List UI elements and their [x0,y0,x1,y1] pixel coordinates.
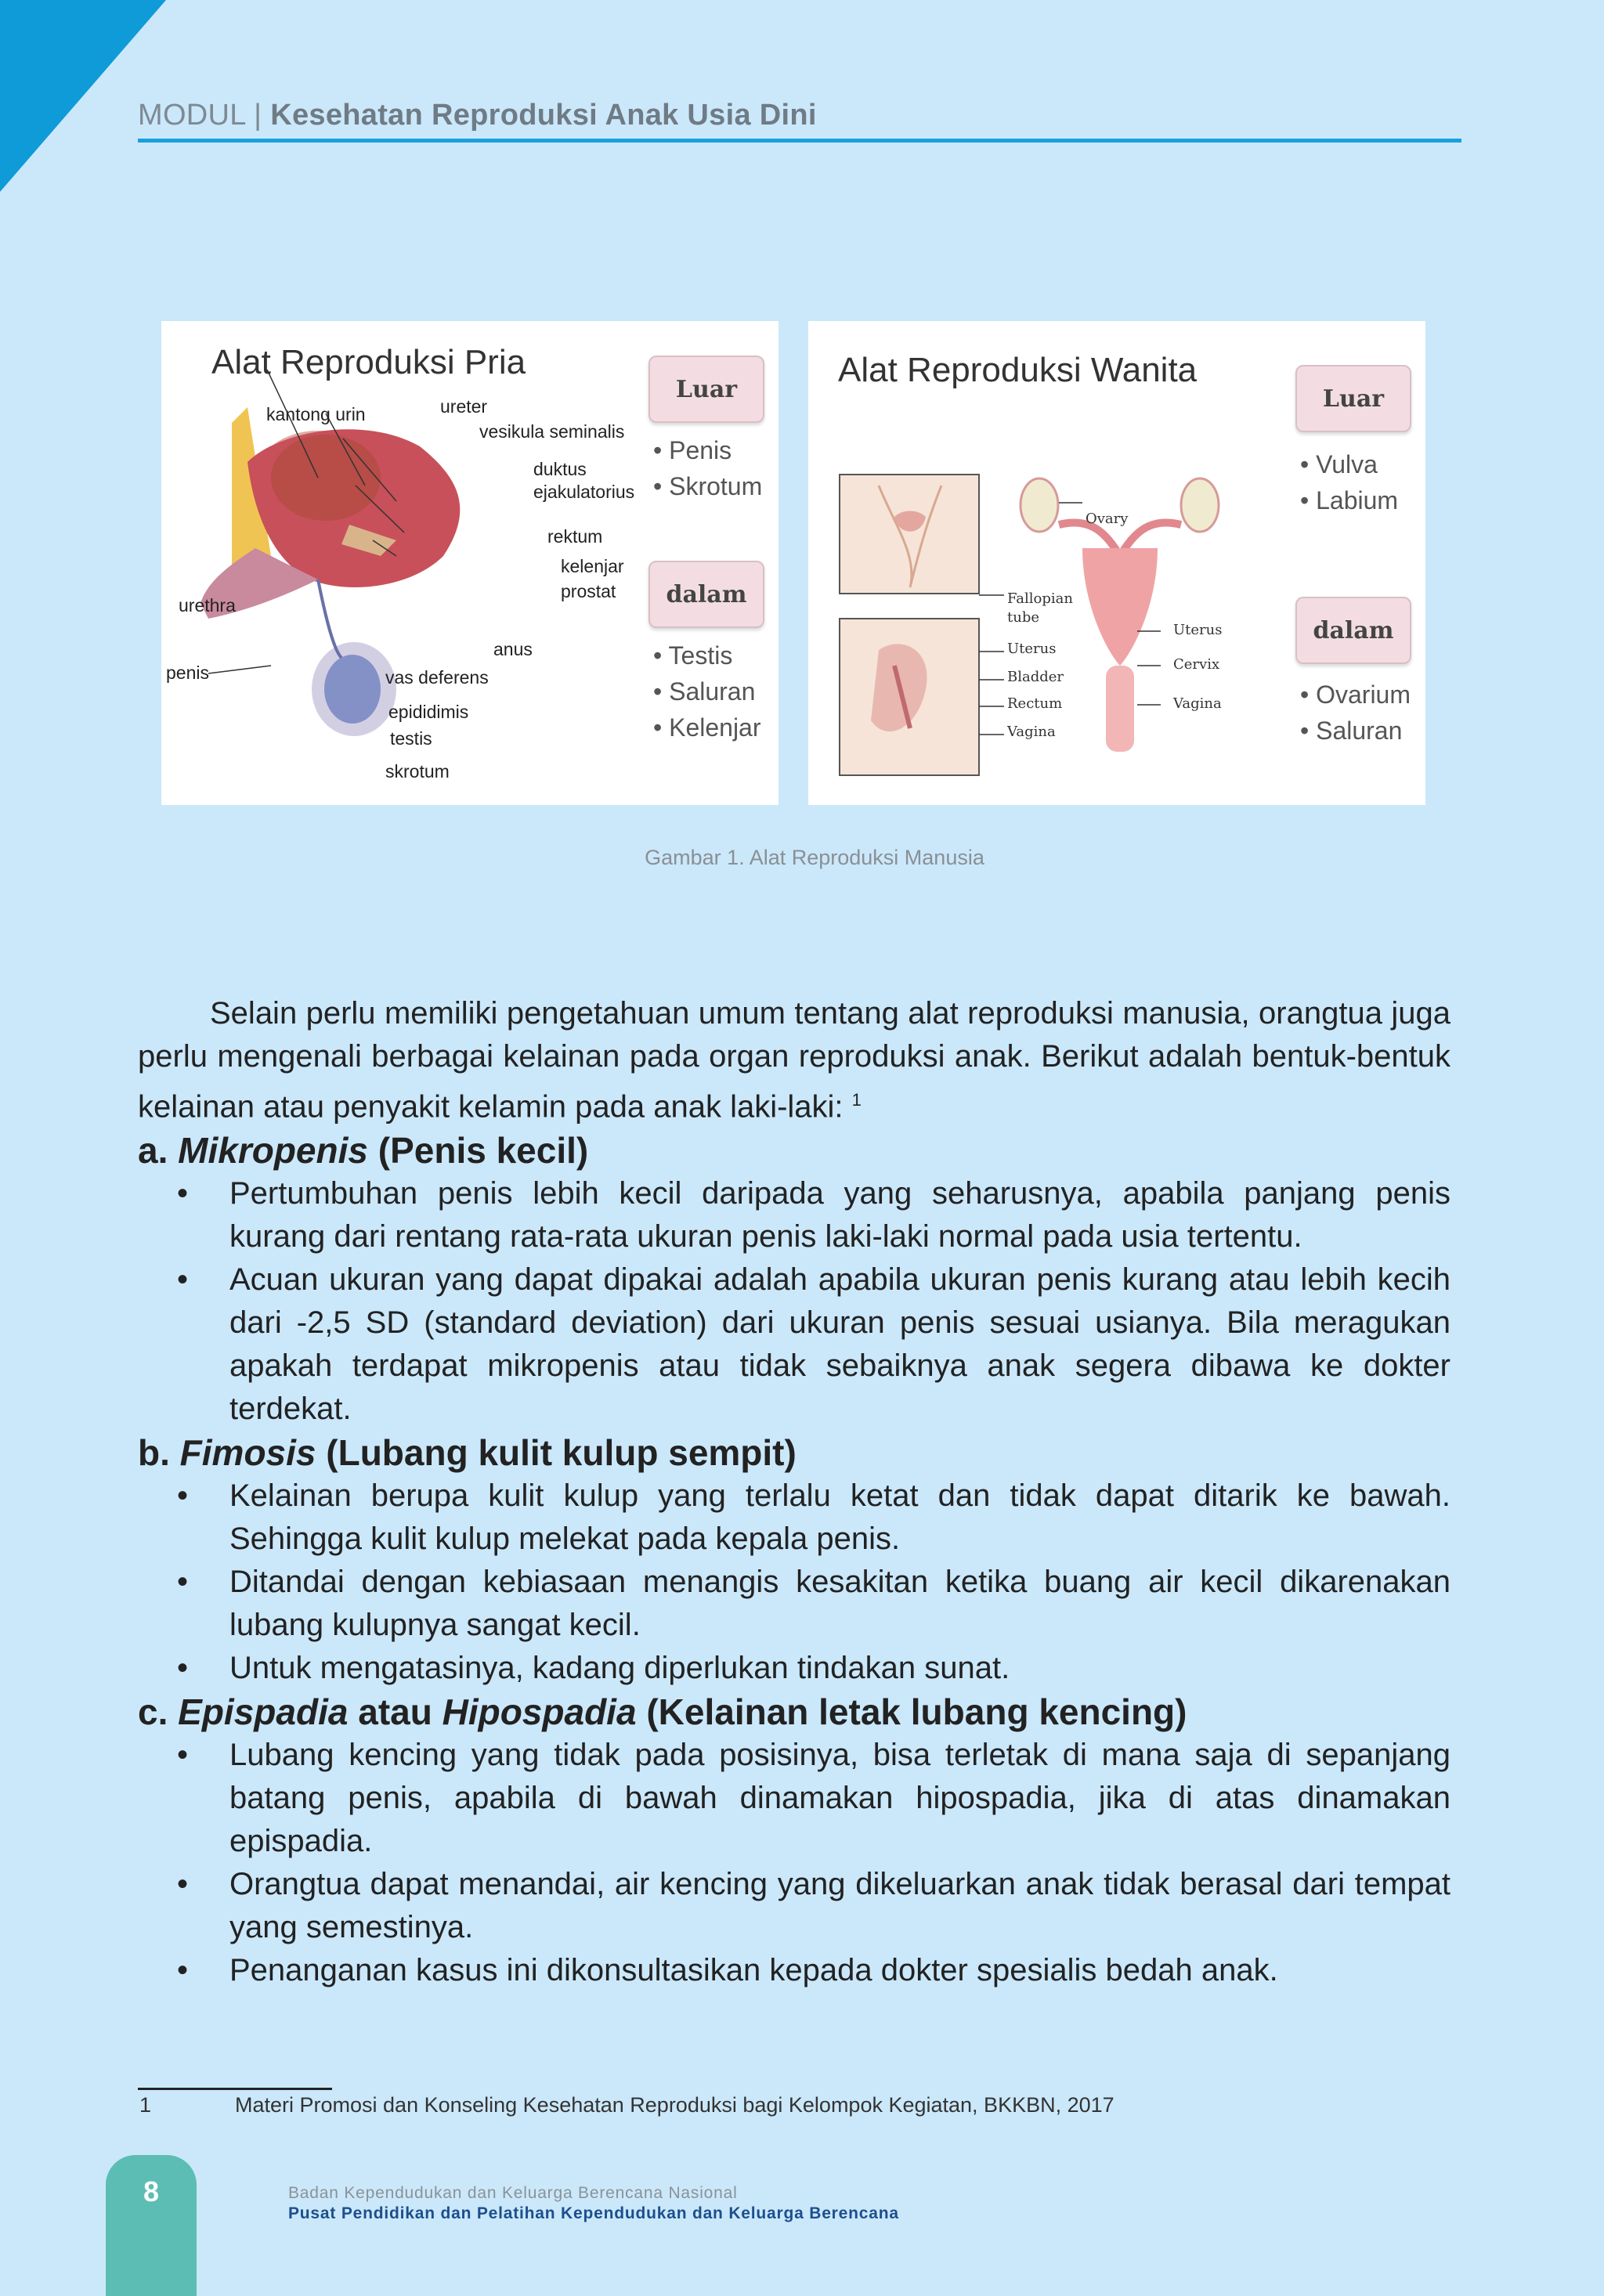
header-rule [138,139,1461,143]
footnote-text: Materi Promosi dan Konseling Kesehatan Reproduksi bagi Kelompok Kegiatan, BKKBN, 2017 [235,2093,1114,2117]
label-prostat: prostat [561,581,616,601]
footnote-rule [138,2088,332,2090]
list-item [138,1258,1450,1431]
label-uterus-side: Uterus [1007,641,1057,657]
section-a-list [138,1172,1450,1431]
bullet-marker: • [177,1262,189,1298]
label-vagina-side: Vagina [1007,724,1056,740]
label-vesikula-seminalis: vesikula seminalis [479,421,625,442]
figure-female-title: Alat Reproduksi Wanita [838,351,1198,389]
intro-paragraph [138,992,1450,1128]
label-fallopian: Fallopian [1007,590,1073,607]
label-uterus-front: Uterus [1173,622,1223,638]
list-item-text: Orangtua dapat menandai, air kencing yang dikeluarkan anak tidak berasal dari tempat yang semestinya. [229,1867,1450,1945]
label-rektum: rektum [547,526,603,547]
list-item-text: Kelainan berupa kulit kulup yang terlalu ketat dan tidak dapat ditarik ke bawah. Sehingga kulit kulup melekat pada kepala penis. [229,1478,1450,1557]
female-outer-item: • Vulva [1300,450,1378,478]
label-ejakulatorius: ejakulatorius [533,482,635,502]
section-heading-b [138,1431,1450,1475]
label-skrotum: skrotum [385,761,450,782]
section-letter: c. [138,1691,168,1733]
list-item [138,1561,1450,1647]
label-cervix: Cervix [1173,656,1220,673]
footer-department: Pusat Pendidikan dan Pelatihan Kependudukan dan Keluarga Berencana [288,2204,899,2222]
main-content [138,992,1450,1992]
list-item [138,1734,1450,1863]
header-title: Kesehatan Reproduksi Anak Usia Dini [270,99,817,132]
section-letter: a. [138,1130,168,1171]
label-anus: anus [493,639,533,659]
header-prefix: MODUL | [138,99,262,132]
label-ureter: ureter [440,396,488,417]
list-item-text: Ditandai dengan kebiasaan menangis kesakitan ketika buang air kecil dikarenakan lubang kulupnya sangat kecil. [229,1565,1450,1643]
female-inner-item: • Saluran [1300,717,1403,745]
male-inner-item: • Testis [653,641,733,670]
figure-male-title: Alat Reproduksi Pria [211,343,526,381]
figure-male-reproductive [161,321,779,805]
list-item-text: Pertumbuhan penis lebih kecil daripada yang seharusnya, apabila panjang penis kurang dari rentang rata-rata ukuran penis laki-laki normal pada usia tertentu. [229,1176,1450,1254]
list-item [138,1647,1450,1690]
label-vas-deferens: vas deferens [385,667,489,688]
label-rectum: Rectum [1007,695,1063,712]
section-term: Mikropenis [178,1130,368,1171]
bullet-marker: • [177,1478,189,1514]
section-term: Fimosis [179,1432,316,1474]
bullet-marker: • [177,1867,189,1902]
female-inner-item: • Ovarium [1300,680,1411,709]
label-vagina-front: Vagina [1173,695,1222,712]
list-item-text: Untuk mengatasinya, kadang diperlukan tindakan sunat. [229,1651,1010,1686]
male-inner-item: • Kelenjar [653,713,761,742]
label-kantong-urin: kantong urin [266,404,366,424]
section-c-list [138,1734,1450,1992]
male-outer-badge: Luar [648,356,764,423]
female-inner-list [1300,677,1411,749]
label-duktus: duktus [533,459,587,479]
section-term: Epispadia [178,1691,349,1733]
page-number: 8 [143,2175,160,2208]
male-outer-list [653,432,762,504]
section-heading-a [138,1128,1450,1172]
female-inner-badge: dalam [1295,597,1411,664]
figure-female-reproductive [808,321,1425,805]
running-header [138,99,817,132]
bullet-marker: • [177,1738,189,1773]
male-inner-list [653,637,761,745]
list-item-text: Penanganan kasus ini dikonsultasikan kepada dokter spesialis bedah anak. [229,1953,1278,1988]
label-kelenjar: kelenjar [561,556,624,576]
footnote-number: 1 [139,2093,152,2117]
footnote-reference: 1 [851,1090,862,1110]
section-b-list [138,1475,1450,1690]
female-outer-list [1300,446,1398,518]
intro-text: Selain perlu memiliki pengetahuan umum tentang alat reproduksi manusia, orangtua juga perlu mengenali berbagai kelainan pada organ reproduksi anak. Berikut adalah bentuk-bentuk kelainan atau penyakit kelamin pada anak laki-laki: [138,996,1450,1125]
figure-caption: Gambar 1. Alat Reproduksi Manusia [645,846,984,869]
label-tube: tube [1007,609,1040,626]
female-outer-badge: Luar [1295,365,1411,432]
bullet-marker: • [177,1651,189,1686]
label-ovary: Ovary [1086,511,1129,527]
label-epididimis: epididimis [388,702,469,722]
male-outer-item: • Penis [653,436,732,464]
section-subtitle: (Penis kecil) [378,1130,589,1171]
section-subtitle: (Kelainan letak lubang kencing) [646,1691,1187,1733]
male-inner-item: • Saluran [653,677,756,706]
corner-decoration [0,0,166,192]
label-urethra: urethra [179,595,236,616]
female-outer-item: • Labium [1300,486,1399,514]
list-item-text: Acuan ukuran yang dapat dipakai adalah apabila ukuran penis kurang atau lebih kecih dari -2,5 SD (standard deviation) dari ukuran penis sesuai usianya. Bila meragukan apakah terdapat mikropenis atau tidak sebaiknya anak segera dibawa ke dokter terdekat. [229,1262,1450,1427]
bullet-marker: • [177,1176,189,1211]
label-testis: testis [390,728,432,749]
list-item-text: Lubang kencing yang tidak pada posisinya, bisa terletak di mana saja di sepanjang batang penis, apabila di bawah dinamakan hipospadia, jika di atas dinamakan epispadia. [229,1738,1450,1859]
list-item [138,1863,1450,1949]
section-heading-c [138,1690,1450,1734]
male-inner-badge: dalam [648,561,764,628]
label-bladder: Bladder [1007,669,1064,685]
male-outer-item: • Skrotum [653,472,763,500]
section-connector: atau [358,1691,432,1733]
list-item [138,1949,1450,1992]
bullet-marker: • [177,1565,189,1600]
bullet-marker: • [177,1953,189,1988]
label-penis: penis [166,662,209,683]
section-letter: b. [138,1432,170,1474]
footer-organization: Badan Kependudukan dan Keluarga Berencana Nasional [288,2184,738,2202]
section-term-2: Hipospadia [442,1691,637,1733]
list-item [138,1475,1450,1561]
section-subtitle: (Lubang kulit kulup sempit) [326,1432,797,1474]
list-item [138,1172,1450,1258]
